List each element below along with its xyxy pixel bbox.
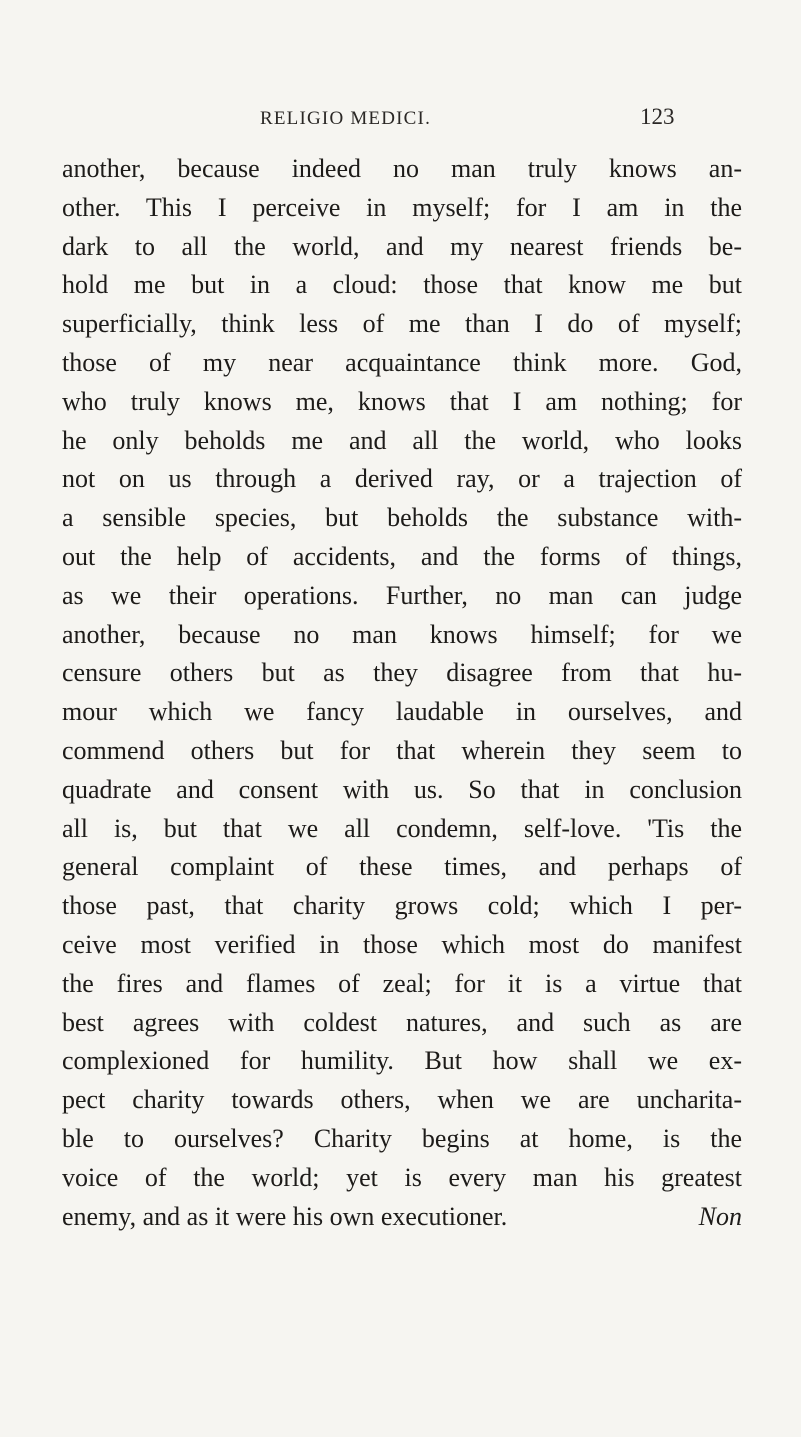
text-line: general complaint of these times, and perhaps of [62,852,742,882]
text-line: a sensible species, but beholds the substance with- [62,503,742,533]
last-line-text: enemy, and as it were his own executioner. [62,1201,508,1231]
text-line: the fires and flames of zeal; for it is a virtue that [62,968,742,998]
text-line: ceive most verified in those which most do manifest [62,929,742,959]
text-line: quadrate and consent with us. So that in conclusion [62,774,742,804]
text-line: commend others but for that wherein they seem to [62,735,742,765]
text-line: ble to ourselves? Charity begins at home, is the [62,1123,742,1153]
text-line: hold me but in a cloud: those that know me but [62,270,742,300]
text-line: other. This I perceive in myself; for I am in the [62,192,742,222]
text-line: not on us through a derived ray, or a trajection of [62,464,742,494]
text-line: who truly knows me, knows that I am nothing; for [62,386,742,416]
text-line: as we their operations. Further, no man can judge [62,580,742,610]
text-line: superficially, think less of me than I do of myself; [62,309,742,339]
text-line: best agrees with coldest natures, and such as are [62,1007,742,1037]
running-title: RELIGIO MEDICI. [260,108,432,129]
text-line: he only beholds me and all the world, who looks [62,425,742,455]
text-line: those of my near acquaintance think more. God, [62,347,742,377]
text-line: another, because indeed no man truly knows an- [62,154,742,183]
text-line: complexioned for humility. But how shall we ex- [62,1046,742,1076]
body-text [62,150,742,1236]
text-line: dark to all the world, and my nearest friends be- [62,231,742,261]
running-head [0,104,801,138]
text-line: pect charity towards others, when we are uncharita- [62,1085,742,1115]
text-line: all is, but that we all condemn, self-love. 'Tis the [62,813,742,843]
text-line: voice of the world; yet is every man his greatest [62,1162,742,1192]
catchword: Non [698,1201,742,1231]
text-line: out the help of accidents, and the forms of things, [62,541,742,571]
text-line: mour which we fancy laudable in ourselves, and [62,697,742,727]
page-number: 123 [640,104,675,129]
text-line: those past, that charity grows cold; which I per- [62,891,742,921]
text-line: another, because no man knows himself; for we [62,619,742,649]
text-line-last [62,1198,742,1237]
text-line: censure others but as they disagree from that hu- [62,658,742,688]
